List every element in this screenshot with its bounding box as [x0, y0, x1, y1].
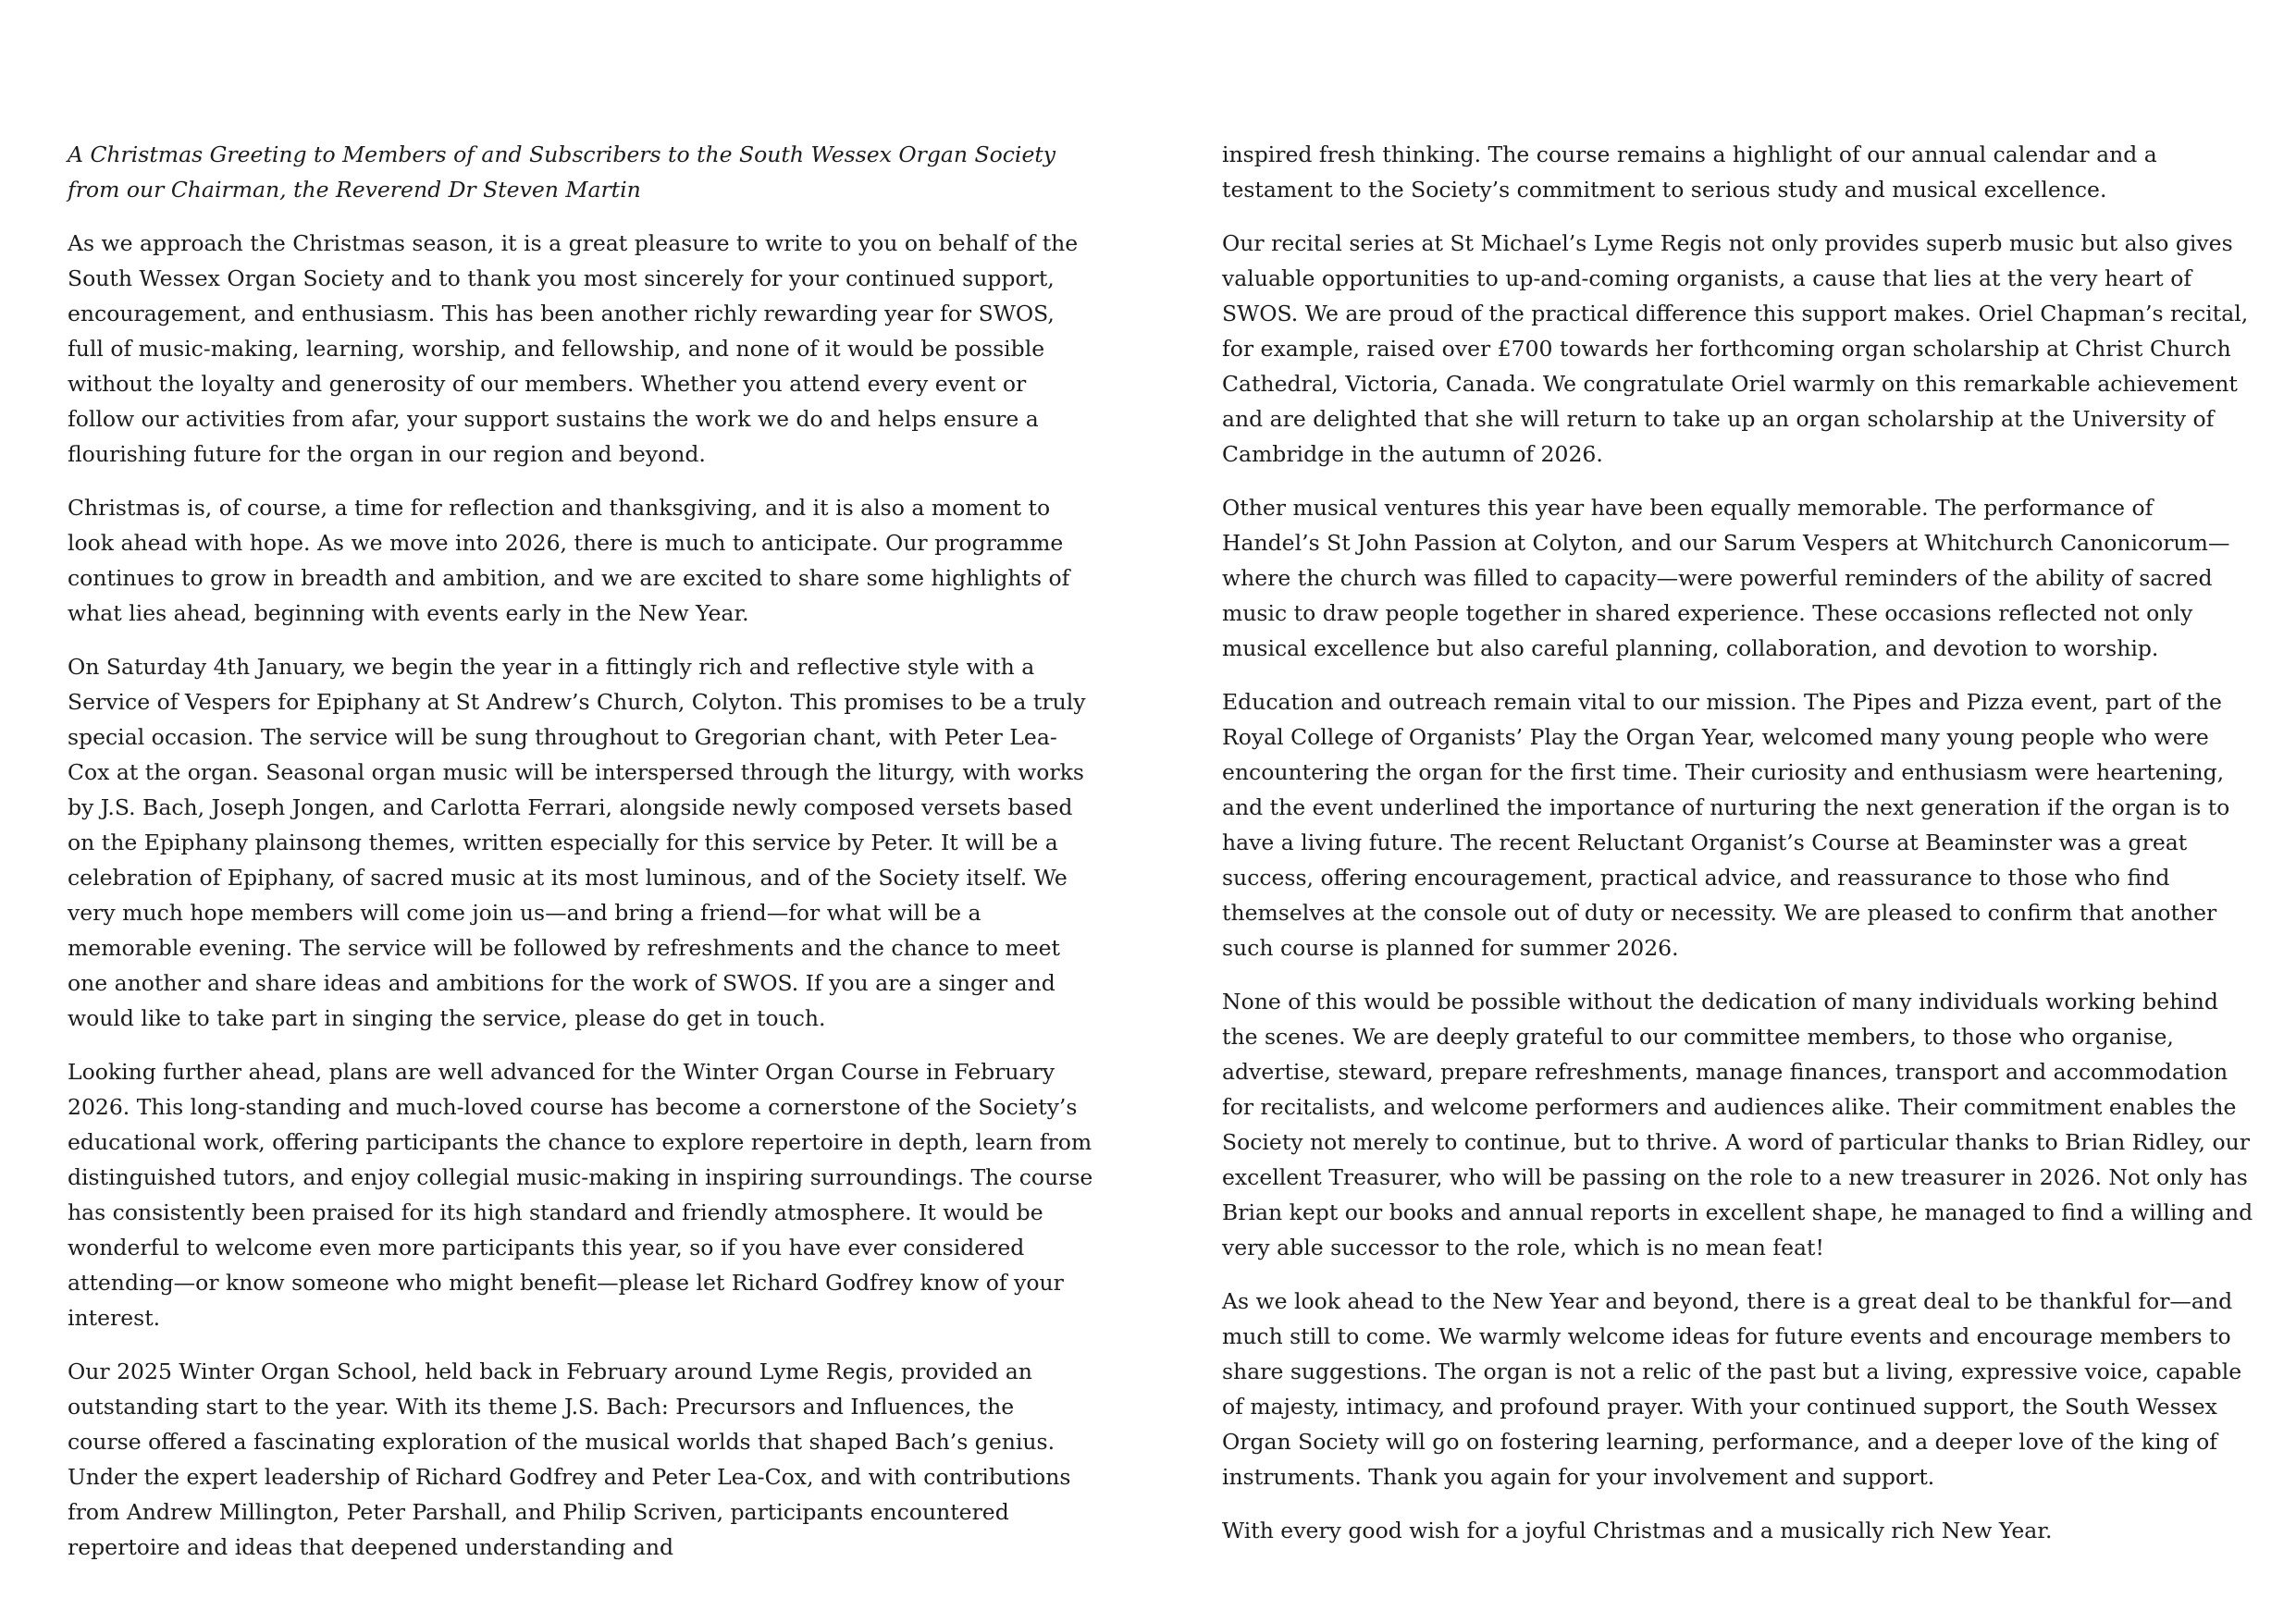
paragraph-winter-organ-course: Looking further ahead, plans are well advanced for the Winter Organ Course in February 2026. This long-standing and much-loved course has become a cornerstone of the Society’s educational work, offering participants the chance to explore repertoire in depth, learn from distinguished tutors, and enjoy collegial music-making in inspiring surroundings. The course has consistently been praised for its high standard and friendly atmosphere. It would be wonderful to welcome even more participants this year, so if you have ever considered attending—or know someone who might benefit—please let Richard Godfrey know of your interest. — [68, 1059, 1093, 1331]
right-column — [1222, 137, 2253, 1567]
paragraph-epiphany-vespers: On Saturday 4th January, we begin the year in a fittingly rich and reflective style with a Service of Vespers for Epiphany at St Andrew’s Church, Colyton. This promises to be a truly special occasion. The service will be sung throughout to Gregorian chant, with Peter Lea-Cox at the organ. Seasonal organ music will be interspersed through the liturgy, with works by J.S. Bach, Joseph Jongen, and Carlotta Ferrari, alongside newly composed versets based on the Epiphany plainsong themes, written especially for this service by Peter. It will be a celebration of Epiphany, of sacred music at its most luminous, and of the Society itself. We very much hope members will come join us—and bring a friend—for what will be a memorable evening. The service will be followed by refreshments and the chance to meet one another and share ideas and ambitions for the work of SWOS. If you are a singer and would like to take part in singing the service, please do get in touch. — [68, 654, 1086, 1031]
greeting-heading: A Christmas Greeting to Members of and Subscribers to the South Wessex Organ Society from our Chairman, the Reverend Dr Steven Martin — [68, 141, 1056, 203]
paragraph-recital-series: Our recital series at St Michael’s Lyme Regis not only provides superb music but also gives valuable opportunities to up-and-coming organists, a cause that lies at the very heart of SWOS. We are proud of the practical difference this support makes. Oriel Chapman’s recital, for example, raised over £700 towards her forthcoming organ scholarship at Christ Church Cathedral, Victoria, Canada. We congratulate Oriel warmly on this remarkable achievement and are delighted that she will return to take up an organ scholarship at the University of Cambridge in the autumn of 2026. — [1222, 230, 2249, 467]
paragraph-christmas-reflection: Christmas is, of course, a time for reflection and thanksgiving, and it is also a moment to look ahead with hope. As we move into 2026, there is much to anticipate. Our programme continues to grow in breadth and ambition, and we are excited to share some highlights of what lies ahead, beginning with events early in the New Year. — [68, 495, 1070, 626]
paragraph-closing-wish: With every good wish for a joyful Christmas and a musically rich New Year. — [1222, 1518, 2053, 1543]
paragraph-intro: As we approach the Christmas season, it is a great pleasure to write to you on behalf of the South Wessex Organ Society and to thank you most sincerely for your continued support, encouragement, and enthusiasm. This has been another richly rewarding year for SWOS, full of music-making, learning, worship, and fellowship, and none of it would be possible without the loyalty and generosity of our members. Whether you attend every event or follow our activities from afar, your support sustains the work we do and helps ensure a flourishing future for the organ in our region and beyond. — [68, 230, 1079, 467]
paragraph-looking-ahead: As we look ahead to the New Year and beyond, there is a great deal to be thankful for—and much still to come. We warmly welcome ideas for future events and encourage members to share suggestions. The organ is not a relic of the past but a living, expressive voice, capable of majesty, intimacy, and profound prayer. With your continued support, the South Wessex Organ Society will go on fostering learning, performance, and a deeper love of the king of instruments. Thank you again for your involvement and support. — [1222, 1288, 2242, 1490]
left-column — [68, 137, 1094, 1583]
paragraph-musical-ventures: Other musical ventures this year have been equally memorable. The performance of Handel’s St John Passion at Colyton, and our Sarum Vespers at Whitchurch Canonicorum—where the church was filled to capacity—were powerful reminders of the ability of sacred music to draw people together in shared experience. These occasions reflected not only musical excellence but also careful planning, collaboration, and devotion to worship. — [1222, 495, 2230, 661]
paragraph-education-outreach: Education and outreach remain vital to our mission. The Pipes and Pizza event, part of the Royal College of Organists’ Play the Organ Year, welcomed many young people who were encountering the organ for the first time. Their curiosity and enthusiasm were heartening, and the event underlined the importance of nurturing the next generation if the organ is to have a living future. The recent Reluctant Organist’s Course at Beaminster was a great success, offering encouragement, practical advice, and reassurance to those who find themselves at the console out of duty or necessity. We are pleased to confirm that another such course is planned for summer 2026. — [1222, 689, 2230, 961]
paragraph-thanks-volunteers: None of this would be possible without the dedication of many individuals working behind the scenes. We are deeply grateful to our committee members, to those who organise, advertise, steward, prepare refreshments, manage finances, transport and accommodation for recitalists, and welcome performers and audiences alike. Their commitment enables the Society not merely to continue, but to thrive. A word of particular thanks to Brian Ridley, our excellent Treasurer, who will be passing on the role to a new treasurer in 2026. Not only has Brian kept our books and annual reports in excellent shape, he managed to find a willing and very able successor to the role, which is no mean feat! — [1222, 989, 2253, 1260]
paragraph-winter-organ-school-cont: inspired fresh thinking. The course remains a highlight of our annual calendar and a testament to the Society’s commitment to serious study and musical excellence. — [1222, 141, 2157, 203]
paragraph-winter-organ-school: Our 2025 Winter Organ School, held back in February around Lyme Regis, provided an outstanding start to the year. With its theme J.S. Bach: Precursors and Influences, the course offered a fascinating exploration of the musical worlds that shaped Bach’s genius. Under the expert leadership of Richard Godfrey and Peter Lea-Cox, and with contributions from Andrew Millington, Peter Parshall, and Philip Scriven, participants encountered repertoire and ideas that deepened understanding and — [68, 1359, 1071, 1560]
